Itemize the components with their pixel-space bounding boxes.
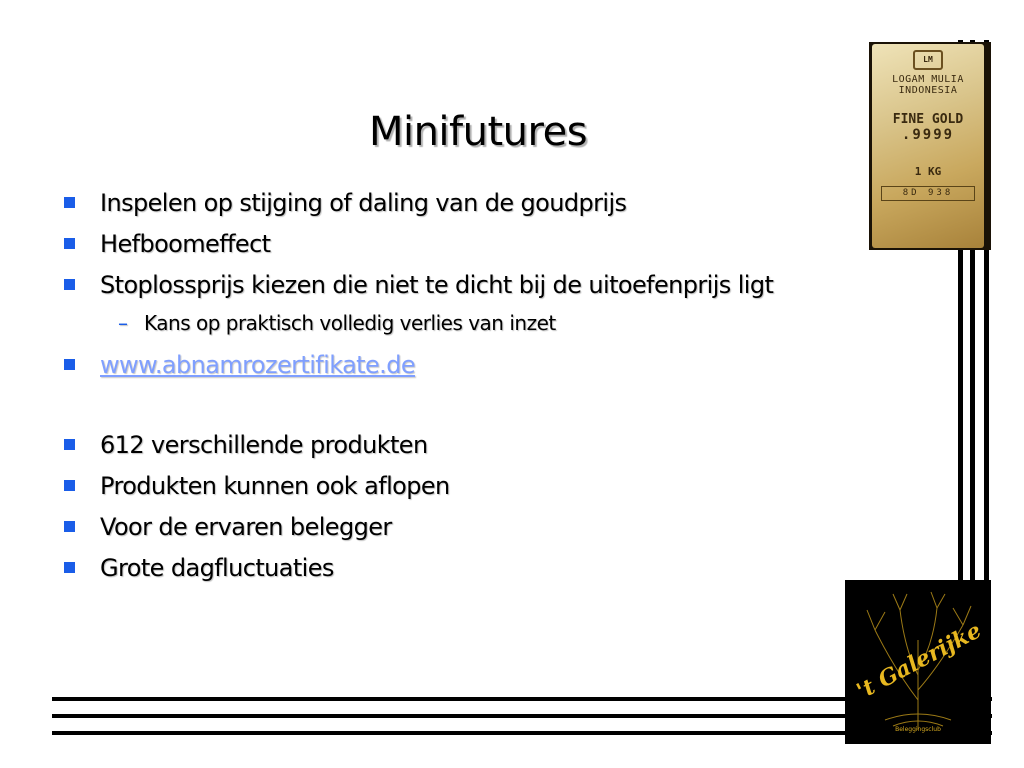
bullet-item: [64, 510, 392, 544]
gold-bar-text: .9999: [901, 127, 955, 143]
sub-bullet-text: Kans op praktisch volledig verlies van inzet: [144, 311, 556, 335]
bullet-item: [64, 227, 270, 261]
bullet-item: [64, 268, 773, 302]
gold-bar-text: LOGAM MULIA: [892, 74, 964, 85]
bullet-item: [64, 186, 626, 220]
square-bullet-icon: [64, 521, 75, 532]
bullet-text: Produkten kunnen ook aflopen: [100, 472, 450, 500]
sub-bullet-item: [118, 309, 556, 337]
square-bullet-icon: [64, 359, 75, 370]
gold-bar-logo: LM: [913, 50, 943, 70]
club-logo-name: 't Galerijke: [852, 617, 986, 705]
gold-bar-image: [869, 42, 991, 250]
gold-bar-text: FINE GOLD: [892, 112, 964, 127]
bullet-item: [64, 348, 415, 382]
square-bullet-icon: [64, 439, 75, 450]
bullet-text: Inspelen op stijging of daling van de goudprijs: [100, 189, 627, 217]
square-bullet-icon: [64, 238, 75, 249]
bullet-text: Voor de ervaren belegger: [100, 513, 392, 541]
gold-bar: [872, 44, 984, 248]
club-logo-subtitle: Beleggingsclub: [895, 726, 941, 733]
bullet-text: Stoplossprijs kiezen die niet te dicht bij de uitoefenprijs ligt: [100, 271, 774, 299]
gold-bar-text: 1 KG: [914, 165, 942, 178]
dash-bullet-icon: –: [118, 311, 128, 335]
bullet-item: [64, 428, 428, 462]
bullet-text: Grote dagfluctuaties: [100, 554, 334, 582]
abnamro-link[interactable]: www.abnamrozertifikate.de: [100, 351, 415, 379]
club-logo: [845, 580, 991, 744]
slide-title: Minifutures: [368, 109, 588, 155]
square-bullet-icon: [64, 480, 75, 491]
gold-bar-text: INDONESIA: [898, 85, 958, 96]
bullet-text: Hefboomeffect: [100, 230, 271, 258]
square-bullet-icon: [64, 279, 75, 290]
bullet-item: [64, 469, 450, 503]
gold-bar-serial: 8D 938: [881, 186, 975, 201]
square-bullet-icon: [64, 197, 75, 208]
square-bullet-icon: [64, 562, 75, 573]
bullet-item: [64, 551, 334, 585]
bullet-text: 612 verschillende produkten: [100, 431, 428, 459]
